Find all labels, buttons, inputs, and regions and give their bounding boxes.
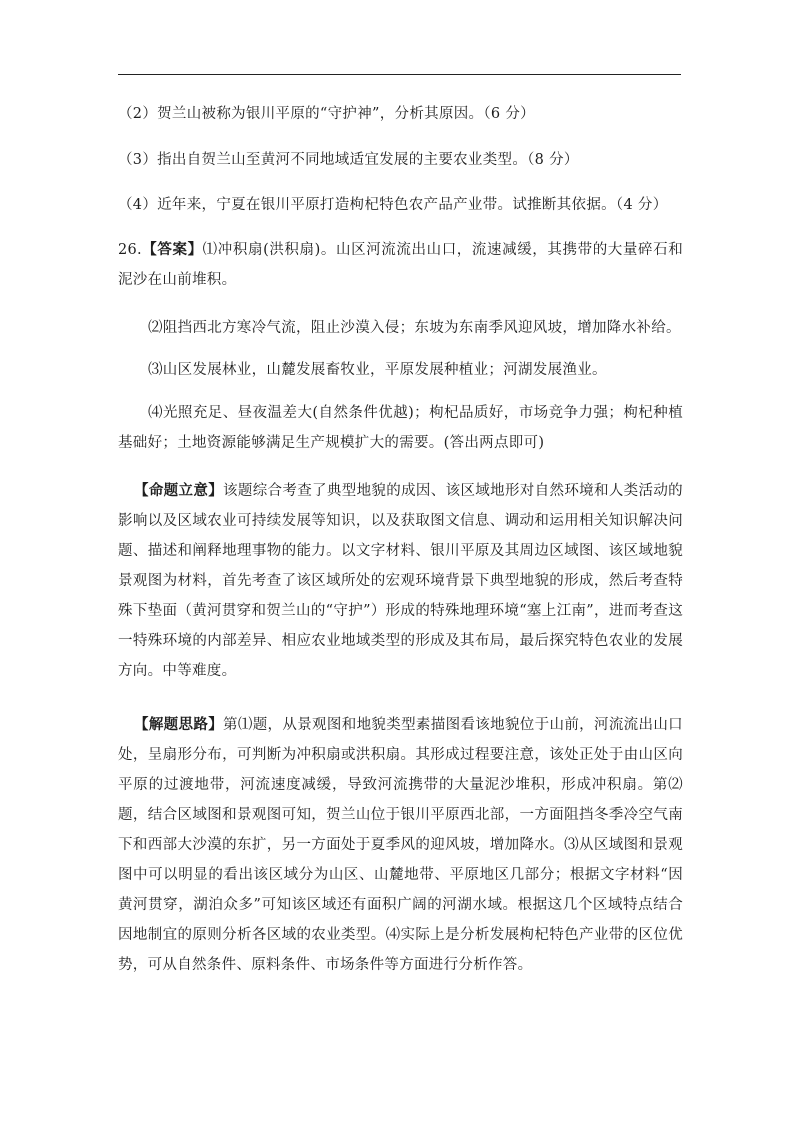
question-2: （2）贺兰山被称为银川平原的“守护神”，分析其原因。（6 分）	[118, 106, 535, 122]
answer-label: 【答案】	[141, 241, 203, 258]
approach-paragraph	[118, 710, 683, 980]
intent-label: 【命题立意】	[134, 482, 224, 499]
approach-label: 【解题思路】	[134, 716, 224, 733]
answer-3: ⑶山区发展林业，山麓发展畜牧业，平原发展种植业；河湖发展渔业。	[148, 362, 607, 378]
intent-paragraph	[118, 476, 683, 686]
answer-2: ⑵阻挡西北方寒冷气流，阻止沙漠入侵；东坡为东南季风迎风坡，增加降水补给。	[148, 320, 681, 336]
question-3: （3）指出自贺兰山至黄河不同地域适宜发展的主要农业类型。（8 分）	[118, 152, 579, 168]
approach-text: 第⑴题，从景观图和地貌类型素描图看该地貌位于山前，河流流出山口处，呈扇形分布，可判断为冲积扇或洪积扇。其形成过程要注意，该处正处于由山区向平原的过渡地带，河流速度减缓，导致河流携带的大量泥沙堆积，形成冲积扇。第⑵题，结合区域图和景观图可知，贺兰山位于银川平原西北部，一方面阻挡冬季冷空气南下和西部大沙漠的东扩，另一方面处于夏季风的迎风坡，增加降水。⑶从区域图和景观图中可以明显的看出该区域分为山区、山麓地带、平原地区几部分；根据文字材料“因黄河贯穿，湖泊众多”可知该区域还有面积广阔的河湖水域。根据这几个区域特点结合因地制宜的原则分析各区域的农业类型。⑷实际上是分析发展枸杞特色产业带的区位优势，可从自然条件、原料条件、市场条件等方面进行分析作答。	[118, 717, 683, 973]
answer-4: ⑷光照充足、昼夜温差大(自然条件优越)；枸杞品质好，市场竞争力强；枸杞种植基础好；土地资源能够满足生产规模扩大的需要。(答出两点即可)	[118, 405, 683, 451]
answer-1-text: ⑴冲积扇(洪积扇)。山区河流流出山口，流速减缓，其携带的大量碎石和泥沙在山前堆积。	[118, 242, 683, 288]
question-number: 26.	[118, 242, 142, 258]
header-rule	[118, 74, 681, 75]
question-4: （4）近年来，宁夏在银川平原打造枸杞特色农产品产业带。试推断其依据。（4 分）	[118, 197, 668, 213]
intent-text: 该题综合考查了典型地貌的成因、该区域地形对自然环境和人类活动的影响以及区域农业可持续发展等知识，以及获取图文信息、调动和运用相关知识解决问题、描述和阐释地理事物的能力。以文字材料、银川平原及其周边区域图、该区域地貌景观图为材料，首先考查了该区域所处的宏观环境背景下典型地貌的形成，然后考查特殊下垫面（黄河贯穿和贺兰山的“守护”）形成的特殊地理环境“塞上江南”，进而考查这一特殊环境的内部差异、相应农业地域类型的形成及其布局，最后探究特色农业的发展方向。中等难度。	[118, 483, 683, 679]
answer-1	[118, 235, 683, 295]
